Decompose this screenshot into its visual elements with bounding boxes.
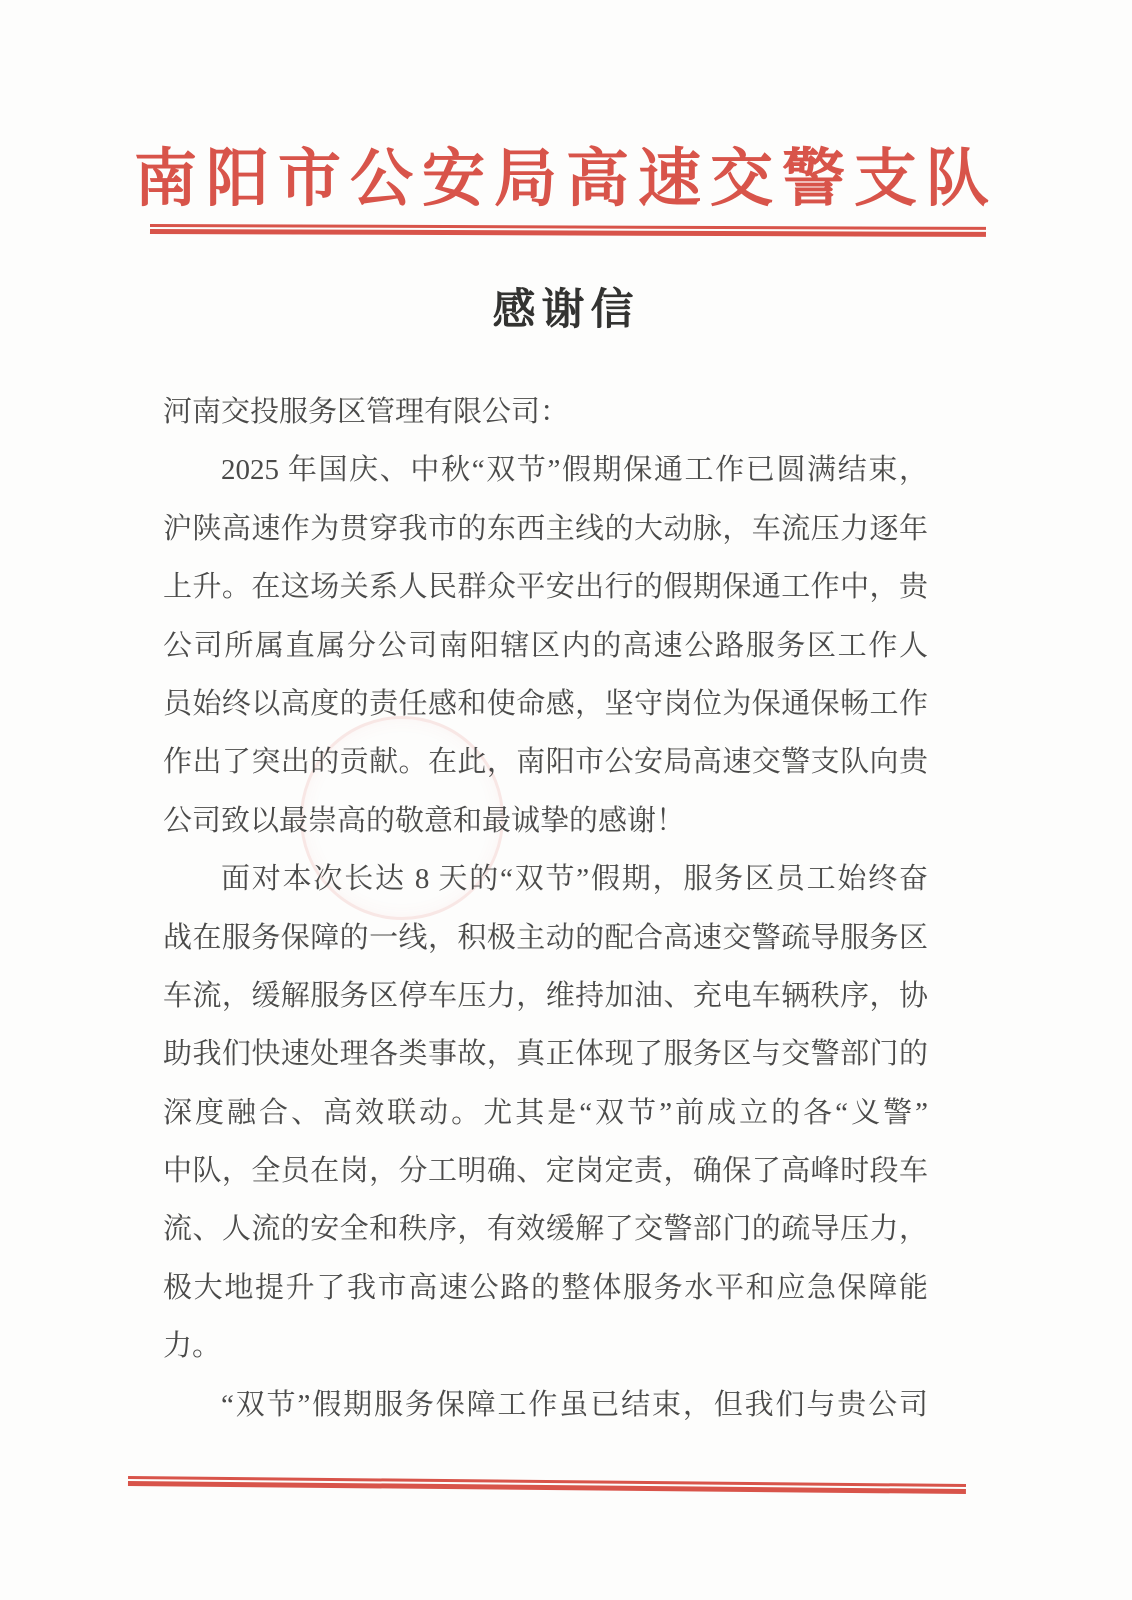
body-line: 助我们快速处理各类事故，真正体现了服务区与交警部门的 bbox=[163, 1038, 928, 1071]
body-line: 面对本次长达 8 天的“双节”假期，服务区员工始终奋 bbox=[221, 863, 928, 896]
footer-double-rule bbox=[128, 1476, 966, 1494]
body-line: 极大地提升了我市高速公路的整体服务水平和应急保障能 bbox=[163, 1271, 928, 1304]
body-line: 力。 bbox=[163, 1330, 222, 1363]
body-line: 沪陕高速作为贯穿我市的东西主线的大动脉，车流压力逐年 bbox=[163, 512, 928, 545]
body-line: 员始终以高度的责任感和使命感，坚守岗位为保通保畅工作 bbox=[163, 687, 928, 720]
salutation: 河南交投服务区管理有限公司： bbox=[163, 396, 570, 428]
body-line: “双节”假期服务保障工作虽已结束，但我们与贵公司 bbox=[221, 1388, 928, 1421]
letter-title: 感谢信 bbox=[492, 287, 640, 334]
body-line: 流、人流的安全和秩序，有效缓解了交警部门的疏导压力， bbox=[163, 1213, 928, 1246]
body-line: 深度融合、高效联动。尤其是“双节”前成立的各“义警” bbox=[163, 1096, 928, 1129]
body-line: 2025 年国庆、中秋“双节”假期保通工作已圆满结束， bbox=[221, 454, 928, 487]
body-line: 中队，全员在岗，分工明确、定岗定责，确保了高峰时段车 bbox=[163, 1155, 928, 1188]
body-line: 车流，缓解服务区停车压力，维持加油、充电车辆秩序，协 bbox=[163, 979, 928, 1012]
body-line: 公司所属直属分公司南阳辖区内的高速公路服务区工作人 bbox=[163, 629, 928, 662]
letterhead-double-rule bbox=[150, 224, 986, 237]
letterhead-org-name: 南阳市公安局高速交警支队 bbox=[134, 144, 998, 214]
body-line: 上升。在这场关系人民群众平安出行的假期保通工作中，贵 bbox=[163, 571, 928, 604]
body-line: 公司致以最崇高的敬意和最诚挚的感谢！ bbox=[163, 804, 686, 837]
body-line: 作出了突出的贡献。在此，南阳市公安局高速交警支队向贵 bbox=[163, 746, 928, 779]
body-line: 战在服务保障的一线，积极主动的配合高速交警疏导服务区 bbox=[163, 921, 928, 954]
letter-body bbox=[163, 383, 928, 1434]
